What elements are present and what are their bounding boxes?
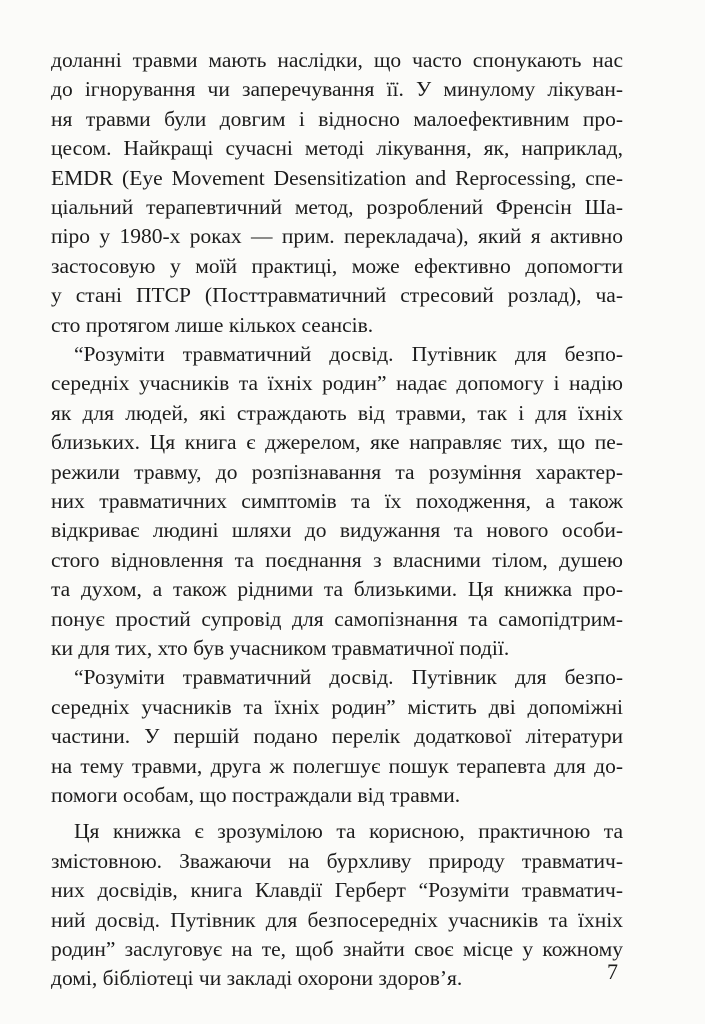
text-line: домі, бібліотеці чи закладі охорони здоров’я.	[51, 966, 463, 991]
text-line: близьких. Ця книга є джерелом, яке направляє тих, що пе-	[51, 430, 623, 455]
text-line: ня травми були довгим і відносно малоефективним про-	[51, 106, 623, 131]
text-line: як для людей, які страждають від травми, так і для їхніх	[51, 400, 623, 425]
text-line: EMDR (Eye Movement Desensitization and Reprocessing, спе-	[51, 165, 623, 190]
text-line: цесом. Найкращі сучасні методі лікування, як, наприклад,	[51, 136, 623, 161]
text-line: “Розуміти травматичний досвід. Путівник для безпо-	[74, 342, 623, 366]
text-line: стого відновлення та поєднання з власними тілом, душею	[51, 547, 623, 572]
text-line: ціальний терапевтичний метод, розроблений Френсін Ша-	[51, 195, 623, 219]
text-line: сто протягом лише кількох сеансів.	[51, 312, 374, 337]
text-line: у стані ПТСР (Посттравматичний стресовий розлад), ча-	[51, 283, 623, 308]
text-line: понує простий супровід для самопізнання та самопідтрим-	[51, 606, 623, 631]
text-line: застосовую у моїй практиці, може ефективно допомогти	[51, 253, 623, 278]
text-line: Ця книжка є зрозумілою та корисною, практичною та	[74, 819, 623, 844]
text-line: режили травму, до розпізнавання та розуміння характер-	[51, 459, 623, 484]
text-line: середніх учасників та їхніх родин” надає допомогу і надію	[51, 371, 623, 396]
text-line: ки для тих, хто був учасником травматичної події.	[51, 636, 510, 660]
text-line: середніх учасників та їхніх родин” містить дві допоміжні	[51, 694, 623, 719]
text-line: відкриває людині шляхи до видужання та нового особи-	[51, 518, 623, 543]
text-line: родин” заслуговує на те, щоб знайти своє місце у кожному	[51, 937, 623, 961]
text-line: “Розуміти травматичний досвід. Путівник для безпо-	[74, 665, 623, 690]
text-line: піро у 1980-х роках — прим. перекладача), який я активно	[51, 224, 623, 249]
text-line: до ігнорування чи заперечування її. У минулому лікуван-	[51, 77, 623, 102]
text-line: них досвідів, книга Клавдії Герберт “Розуміти травматич-	[51, 878, 623, 903]
text-line: доланні травми мають наслідки, що часто спонукають нас	[51, 48, 623, 72]
text-line: частини. У першій подано перелік додаткової літератури	[51, 724, 623, 749]
page-number: 7	[607, 959, 618, 984]
text-line: змістовною. Зважаючи на бурхливу природу травматич-	[51, 848, 623, 873]
text-line: та духом, а також рідними та близькими. Ця книжка про-	[51, 577, 623, 602]
text-line: помоги особам, що постраждали від травми.	[51, 783, 461, 807]
text-line: на тему травми, друга ж полегшує пошук терапевта для до-	[51, 753, 623, 778]
text-line: них травматичних симптомів та їх походження, а також	[51, 489, 623, 513]
text-line: ний досвід. Путівник для безпосередніх учасників та їхніх	[51, 907, 623, 932]
